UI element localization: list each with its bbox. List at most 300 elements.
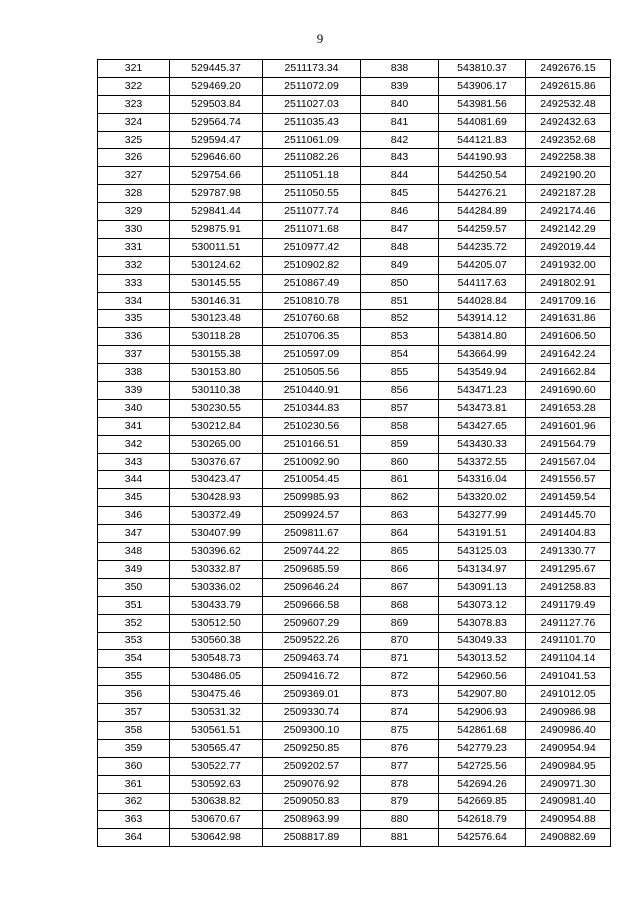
y-coordinate-cell: 2509300.10 — [263, 721, 361, 739]
table-row — [98, 596, 611, 614]
point-number-cell: 858 — [361, 417, 439, 435]
x-coordinate-cell: 542960.56 — [439, 668, 526, 686]
y-coordinate-cell: 2491101.70 — [526, 632, 611, 650]
x-coordinate-cell: 530423.47 — [170, 471, 263, 489]
point-number-cell: 838 — [361, 60, 439, 78]
y-coordinate-cell: 2492532.48 — [526, 95, 611, 113]
x-coordinate-cell: 544235.72 — [439, 238, 526, 256]
point-number-cell: 846 — [361, 203, 439, 221]
y-coordinate-cell: 2510867.49 — [263, 274, 361, 292]
x-coordinate-cell: 543091.13 — [439, 578, 526, 596]
y-coordinate-cell: 2509744.22 — [263, 543, 361, 561]
y-coordinate-cell: 2510505.56 — [263, 364, 361, 382]
x-coordinate-cell: 543810.37 — [439, 60, 526, 78]
x-coordinate-cell: 530548.73 — [170, 650, 263, 668]
point-number-cell: 843 — [361, 149, 439, 167]
point-number-cell: 329 — [98, 203, 170, 221]
y-coordinate-cell: 2511072.09 — [263, 77, 361, 95]
x-coordinate-cell: 529594.47 — [170, 131, 263, 149]
x-coordinate-cell: 542906.93 — [439, 704, 526, 722]
table-row — [98, 614, 611, 632]
table-row — [98, 543, 611, 561]
point-number-cell: 340 — [98, 399, 170, 417]
y-coordinate-cell: 2491258.83 — [526, 578, 611, 596]
y-coordinate-cell: 2490882.69 — [526, 829, 611, 847]
x-coordinate-cell: 530512.50 — [170, 614, 263, 632]
point-number-cell: 841 — [361, 113, 439, 131]
point-number-cell: 331 — [98, 238, 170, 256]
y-coordinate-cell: 2511173.34 — [263, 60, 361, 78]
x-coordinate-cell: 542779.23 — [439, 739, 526, 757]
x-coordinate-cell: 543125.03 — [439, 543, 526, 561]
table-row — [98, 221, 611, 239]
point-number-cell: 326 — [98, 149, 170, 167]
table-row — [98, 560, 611, 578]
table-row — [98, 632, 611, 650]
y-coordinate-cell: 2508817.89 — [263, 829, 361, 847]
point-number-cell: 323 — [98, 95, 170, 113]
x-coordinate-cell: 543134.97 — [439, 560, 526, 578]
x-coordinate-cell: 529841.44 — [170, 203, 263, 221]
point-number-cell: 857 — [361, 399, 439, 417]
point-number-cell: 330 — [98, 221, 170, 239]
y-coordinate-cell: 2510344.83 — [263, 399, 361, 417]
point-number-cell: 360 — [98, 757, 170, 775]
table-row — [98, 417, 611, 435]
point-number-cell: 362 — [98, 793, 170, 811]
point-number-cell: 327 — [98, 167, 170, 185]
x-coordinate-cell: 530642.98 — [170, 829, 263, 847]
table-row — [98, 203, 611, 221]
point-number-cell: 867 — [361, 578, 439, 596]
y-coordinate-cell: 2492142.29 — [526, 221, 611, 239]
x-coordinate-cell: 530565.47 — [170, 739, 263, 757]
point-number-cell: 844 — [361, 167, 439, 185]
x-coordinate-cell: 530522.77 — [170, 757, 263, 775]
table-row — [98, 382, 611, 400]
x-coordinate-cell: 542907.80 — [439, 686, 526, 704]
point-number-cell: 866 — [361, 560, 439, 578]
point-number-cell: 848 — [361, 238, 439, 256]
y-coordinate-cell: 2509416.72 — [263, 668, 361, 686]
y-coordinate-cell: 2510440.91 — [263, 382, 361, 400]
x-coordinate-cell: 530123.48 — [170, 310, 263, 328]
table-row — [98, 149, 611, 167]
x-coordinate-cell: 530265.00 — [170, 435, 263, 453]
point-number-cell: 862 — [361, 489, 439, 507]
y-coordinate-cell: 2491041.53 — [526, 668, 611, 686]
point-number-cell: 337 — [98, 346, 170, 364]
table-row — [98, 757, 611, 775]
x-coordinate-cell: 543981.56 — [439, 95, 526, 113]
x-coordinate-cell: 544276.21 — [439, 185, 526, 203]
y-coordinate-cell: 2509369.01 — [263, 686, 361, 704]
point-number-cell: 856 — [361, 382, 439, 400]
point-number-cell: 842 — [361, 131, 439, 149]
y-coordinate-cell: 2509685.59 — [263, 560, 361, 578]
y-coordinate-cell: 2511035.43 — [263, 113, 361, 131]
y-coordinate-cell: 2510706.35 — [263, 328, 361, 346]
y-coordinate-cell: 2491642.24 — [526, 346, 611, 364]
y-coordinate-cell: 2492190.20 — [526, 167, 611, 185]
point-number-cell: 358 — [98, 721, 170, 739]
x-coordinate-cell: 530475.46 — [170, 686, 263, 704]
y-coordinate-cell: 2491556.57 — [526, 471, 611, 489]
y-coordinate-cell: 2491662.84 — [526, 364, 611, 382]
x-coordinate-cell: 530486.05 — [170, 668, 263, 686]
x-coordinate-cell: 543664.99 — [439, 346, 526, 364]
x-coordinate-cell: 530407.99 — [170, 525, 263, 543]
y-coordinate-cell: 2491104.14 — [526, 650, 611, 668]
point-number-cell: 849 — [361, 256, 439, 274]
x-coordinate-cell: 544190.93 — [439, 149, 526, 167]
y-coordinate-cell: 2490954.88 — [526, 811, 611, 829]
coordinates-table-body — [98, 60, 611, 847]
point-number-cell: 861 — [361, 471, 439, 489]
x-coordinate-cell: 542725.56 — [439, 757, 526, 775]
y-coordinate-cell: 2490986.40 — [526, 721, 611, 739]
y-coordinate-cell: 2490981.40 — [526, 793, 611, 811]
x-coordinate-cell: 530336.02 — [170, 578, 263, 596]
table-row — [98, 399, 611, 417]
point-number-cell: 852 — [361, 310, 439, 328]
point-number-cell: 879 — [361, 793, 439, 811]
point-number-cell: 864 — [361, 525, 439, 543]
x-coordinate-cell: 543427.65 — [439, 417, 526, 435]
x-coordinate-cell: 542861.68 — [439, 721, 526, 739]
table-row — [98, 704, 611, 722]
x-coordinate-cell: 530376.67 — [170, 453, 263, 471]
x-coordinate-cell: 530372.49 — [170, 507, 263, 525]
point-number-cell: 359 — [98, 739, 170, 757]
y-coordinate-cell: 2491127.76 — [526, 614, 611, 632]
point-number-cell: 349 — [98, 560, 170, 578]
y-coordinate-cell: 2510092.90 — [263, 453, 361, 471]
x-coordinate-cell: 530118.28 — [170, 328, 263, 346]
y-coordinate-cell: 2511082.26 — [263, 149, 361, 167]
point-number-cell: 363 — [98, 811, 170, 829]
point-number-cell: 348 — [98, 543, 170, 561]
x-coordinate-cell: 543473.81 — [439, 399, 526, 417]
y-coordinate-cell: 2491653.28 — [526, 399, 611, 417]
point-number-cell: 865 — [361, 543, 439, 561]
table-row — [98, 364, 611, 382]
point-number-cell: 876 — [361, 739, 439, 757]
x-coordinate-cell: 530561.51 — [170, 721, 263, 739]
point-number-cell: 850 — [361, 274, 439, 292]
point-number-cell: 324 — [98, 113, 170, 131]
x-coordinate-cell: 529875.91 — [170, 221, 263, 239]
table-row — [98, 471, 611, 489]
table-row — [98, 453, 611, 471]
point-number-cell: 336 — [98, 328, 170, 346]
x-coordinate-cell: 544259.57 — [439, 221, 526, 239]
table-row — [98, 775, 611, 793]
x-coordinate-cell: 529564.74 — [170, 113, 263, 131]
y-coordinate-cell: 2491690.60 — [526, 382, 611, 400]
x-coordinate-cell: 530145.55 — [170, 274, 263, 292]
y-coordinate-cell: 2509330.74 — [263, 704, 361, 722]
y-coordinate-cell: 2509607.29 — [263, 614, 361, 632]
point-number-cell: 851 — [361, 292, 439, 310]
y-coordinate-cell: 2491567.04 — [526, 453, 611, 471]
y-coordinate-cell: 2511071.68 — [263, 221, 361, 239]
point-number-cell: 333 — [98, 274, 170, 292]
y-coordinate-cell: 2508963.99 — [263, 811, 361, 829]
point-number-cell: 839 — [361, 77, 439, 95]
x-coordinate-cell: 544117.63 — [439, 274, 526, 292]
y-coordinate-cell: 2510760.68 — [263, 310, 361, 328]
y-coordinate-cell: 2492174.46 — [526, 203, 611, 221]
point-number-cell: 334 — [98, 292, 170, 310]
table-row — [98, 793, 611, 811]
x-coordinate-cell: 543277.99 — [439, 507, 526, 525]
x-coordinate-cell: 543191.51 — [439, 525, 526, 543]
table-row — [98, 131, 611, 149]
y-coordinate-cell: 2491012.05 — [526, 686, 611, 704]
y-coordinate-cell: 2490971.30 — [526, 775, 611, 793]
x-coordinate-cell: 530670.67 — [170, 811, 263, 829]
point-number-cell: 353 — [98, 632, 170, 650]
table-row — [98, 346, 611, 364]
y-coordinate-cell: 2491932.00 — [526, 256, 611, 274]
x-coordinate-cell: 529787.98 — [170, 185, 263, 203]
table-row — [98, 185, 611, 203]
y-coordinate-cell: 2491404.83 — [526, 525, 611, 543]
x-coordinate-cell: 530146.31 — [170, 292, 263, 310]
x-coordinate-cell: 530110.38 — [170, 382, 263, 400]
table-row — [98, 668, 611, 686]
point-number-cell: 355 — [98, 668, 170, 686]
point-number-cell: 328 — [98, 185, 170, 203]
point-number-cell: 354 — [98, 650, 170, 668]
point-number-cell: 877 — [361, 757, 439, 775]
x-coordinate-cell: 529503.84 — [170, 95, 263, 113]
y-coordinate-cell: 2491631.86 — [526, 310, 611, 328]
y-coordinate-cell: 2492615.86 — [526, 77, 611, 95]
table-row — [98, 578, 611, 596]
y-coordinate-cell: 2492676.15 — [526, 60, 611, 78]
point-number-cell: 863 — [361, 507, 439, 525]
x-coordinate-cell: 543814.80 — [439, 328, 526, 346]
point-number-cell: 847 — [361, 221, 439, 239]
point-number-cell: 364 — [98, 829, 170, 847]
y-coordinate-cell: 2511077.74 — [263, 203, 361, 221]
y-coordinate-cell: 2510902.82 — [263, 256, 361, 274]
y-coordinate-cell: 2509646.24 — [263, 578, 361, 596]
point-number-cell: 335 — [98, 310, 170, 328]
table-row — [98, 77, 611, 95]
y-coordinate-cell: 2491445.70 — [526, 507, 611, 525]
point-number-cell: 874 — [361, 704, 439, 722]
y-coordinate-cell: 2511050.55 — [263, 185, 361, 203]
x-coordinate-cell: 543906.17 — [439, 77, 526, 95]
x-coordinate-cell: 529469.20 — [170, 77, 263, 95]
x-coordinate-cell: 530124.62 — [170, 256, 263, 274]
y-coordinate-cell: 2491295.67 — [526, 560, 611, 578]
point-number-cell: 346 — [98, 507, 170, 525]
y-coordinate-cell: 2490986.98 — [526, 704, 611, 722]
y-coordinate-cell: 2509250.85 — [263, 739, 361, 757]
point-number-cell: 325 — [98, 131, 170, 149]
x-coordinate-cell: 543430.33 — [439, 435, 526, 453]
y-coordinate-cell: 2492258.38 — [526, 149, 611, 167]
x-coordinate-cell: 530332.87 — [170, 560, 263, 578]
x-coordinate-cell: 530230.55 — [170, 399, 263, 417]
point-number-cell: 881 — [361, 829, 439, 847]
y-coordinate-cell: 2509522.26 — [263, 632, 361, 650]
y-coordinate-cell: 2509202.57 — [263, 757, 361, 775]
y-coordinate-cell: 2509666.58 — [263, 596, 361, 614]
table-row — [98, 256, 611, 274]
x-coordinate-cell: 543078.83 — [439, 614, 526, 632]
point-number-cell: 347 — [98, 525, 170, 543]
x-coordinate-cell: 543471.23 — [439, 382, 526, 400]
y-coordinate-cell: 2510810.78 — [263, 292, 361, 310]
point-number-cell: 351 — [98, 596, 170, 614]
point-number-cell: 871 — [361, 650, 439, 668]
x-coordinate-cell: 544081.69 — [439, 113, 526, 131]
x-coordinate-cell: 544028.84 — [439, 292, 526, 310]
y-coordinate-cell: 2490954.94 — [526, 739, 611, 757]
coordinates-table — [97, 59, 611, 847]
page-number: 9 — [316, 31, 324, 46]
point-number-cell: 343 — [98, 453, 170, 471]
x-coordinate-cell: 543013.52 — [439, 650, 526, 668]
table-row — [98, 292, 611, 310]
x-coordinate-cell: 529445.37 — [170, 60, 263, 78]
x-coordinate-cell: 542576.64 — [439, 829, 526, 847]
point-number-cell: 872 — [361, 668, 439, 686]
x-coordinate-cell: 543316.04 — [439, 471, 526, 489]
point-number-cell: 361 — [98, 775, 170, 793]
y-coordinate-cell: 2511061.09 — [263, 131, 361, 149]
y-coordinate-cell: 2491459.54 — [526, 489, 611, 507]
x-coordinate-cell: 544121.83 — [439, 131, 526, 149]
x-coordinate-cell: 530592.63 — [170, 775, 263, 793]
x-coordinate-cell: 530011.51 — [170, 238, 263, 256]
point-number-cell: 352 — [98, 614, 170, 632]
table-row — [98, 328, 611, 346]
y-coordinate-cell: 2509985.93 — [263, 489, 361, 507]
point-number-cell: 344 — [98, 471, 170, 489]
table-row — [98, 167, 611, 185]
table-row — [98, 739, 611, 757]
point-number-cell: 875 — [361, 721, 439, 739]
x-coordinate-cell: 542669.85 — [439, 793, 526, 811]
table-row — [98, 274, 611, 292]
point-number-cell: 853 — [361, 328, 439, 346]
table-row — [98, 310, 611, 328]
table-row — [98, 489, 611, 507]
table-row — [98, 113, 611, 131]
x-coordinate-cell: 530212.84 — [170, 417, 263, 435]
x-coordinate-cell: 529754.66 — [170, 167, 263, 185]
x-coordinate-cell: 530531.32 — [170, 704, 263, 722]
x-coordinate-cell: 529646.60 — [170, 149, 263, 167]
x-coordinate-cell: 543049.33 — [439, 632, 526, 650]
y-coordinate-cell: 2491601.96 — [526, 417, 611, 435]
table-row — [98, 721, 611, 739]
point-number-cell: 854 — [361, 346, 439, 364]
table-row — [98, 435, 611, 453]
x-coordinate-cell: 543372.55 — [439, 453, 526, 471]
x-coordinate-cell: 542694.26 — [439, 775, 526, 793]
point-number-cell: 860 — [361, 453, 439, 471]
point-number-cell: 338 — [98, 364, 170, 382]
x-coordinate-cell: 543549.94 — [439, 364, 526, 382]
point-number-cell: 855 — [361, 364, 439, 382]
x-coordinate-cell: 530560.38 — [170, 632, 263, 650]
table-row — [98, 829, 611, 847]
point-number-cell: 332 — [98, 256, 170, 274]
point-number-cell: 357 — [98, 704, 170, 722]
x-coordinate-cell: 543073.12 — [439, 596, 526, 614]
table-row — [98, 525, 611, 543]
y-coordinate-cell: 2509463.74 — [263, 650, 361, 668]
y-coordinate-cell: 2491802.91 — [526, 274, 611, 292]
table-row — [98, 650, 611, 668]
point-number-cell: 356 — [98, 686, 170, 704]
point-number-cell: 869 — [361, 614, 439, 632]
y-coordinate-cell: 2511051.18 — [263, 167, 361, 185]
x-coordinate-cell: 544205.07 — [439, 256, 526, 274]
y-coordinate-cell: 2510230.56 — [263, 417, 361, 435]
y-coordinate-cell: 2491564.79 — [526, 435, 611, 453]
table-row — [98, 507, 611, 525]
y-coordinate-cell: 2510054.45 — [263, 471, 361, 489]
x-coordinate-cell: 542618.79 — [439, 811, 526, 829]
x-coordinate-cell: 530428.93 — [170, 489, 263, 507]
point-number-cell: 845 — [361, 185, 439, 203]
x-coordinate-cell: 543320.02 — [439, 489, 526, 507]
point-number-cell: 341 — [98, 417, 170, 435]
y-coordinate-cell: 2491330.77 — [526, 543, 611, 561]
table-row — [98, 60, 611, 78]
table-row — [98, 686, 611, 704]
x-coordinate-cell: 530155.38 — [170, 346, 263, 364]
point-number-cell: 859 — [361, 435, 439, 453]
x-coordinate-cell: 530433.79 — [170, 596, 263, 614]
point-number-cell: 840 — [361, 95, 439, 113]
x-coordinate-cell: 544250.54 — [439, 167, 526, 185]
point-number-cell: 342 — [98, 435, 170, 453]
y-coordinate-cell: 2509924.57 — [263, 507, 361, 525]
x-coordinate-cell: 544284.89 — [439, 203, 526, 221]
x-coordinate-cell: 530638.82 — [170, 793, 263, 811]
y-coordinate-cell: 2510597.09 — [263, 346, 361, 364]
y-coordinate-cell: 2509811.67 — [263, 525, 361, 543]
x-coordinate-cell: 543914.12 — [439, 310, 526, 328]
y-coordinate-cell: 2510977.42 — [263, 238, 361, 256]
point-number-cell: 339 — [98, 382, 170, 400]
point-number-cell: 878 — [361, 775, 439, 793]
y-coordinate-cell: 2492432.63 — [526, 113, 611, 131]
point-number-cell: 873 — [361, 686, 439, 704]
point-number-cell: 345 — [98, 489, 170, 507]
point-number-cell: 350 — [98, 578, 170, 596]
y-coordinate-cell: 2491709.16 — [526, 292, 611, 310]
point-number-cell: 868 — [361, 596, 439, 614]
table-row — [98, 95, 611, 113]
y-coordinate-cell: 2492187.28 — [526, 185, 611, 203]
point-number-cell: 870 — [361, 632, 439, 650]
point-number-cell: 880 — [361, 811, 439, 829]
x-coordinate-cell: 530396.62 — [170, 543, 263, 561]
y-coordinate-cell: 2511027.03 — [263, 95, 361, 113]
table-row — [98, 238, 611, 256]
y-coordinate-cell: 2490984.95 — [526, 757, 611, 775]
